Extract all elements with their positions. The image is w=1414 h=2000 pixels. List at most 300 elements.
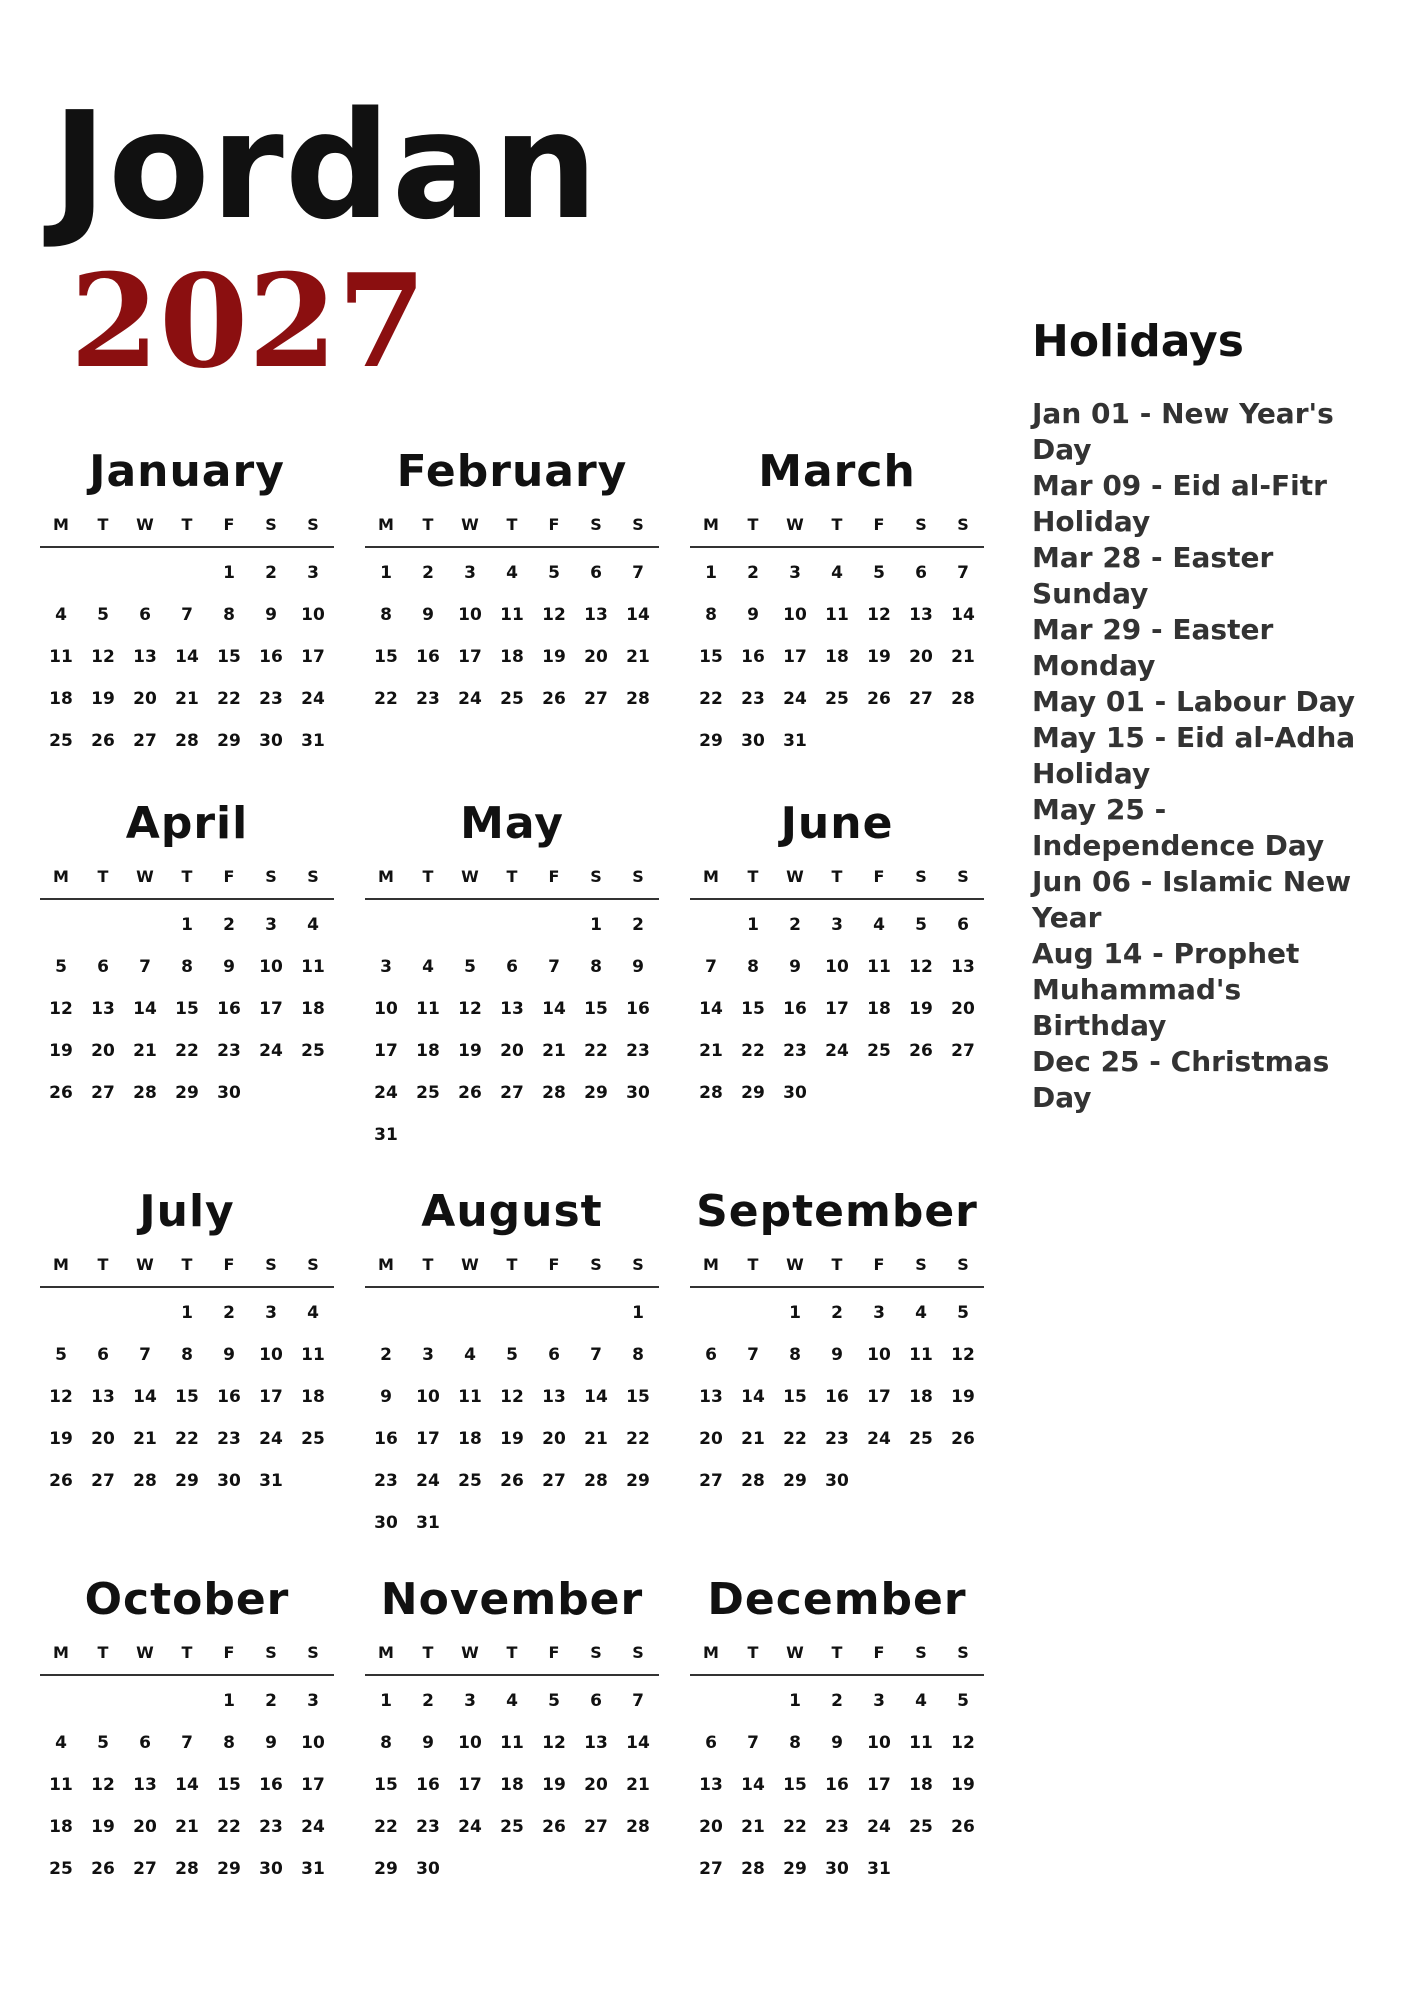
weekday-label: T	[97, 1255, 109, 1274]
day-cell: 10	[458, 605, 482, 625]
day-cell: 17	[825, 999, 849, 1019]
day-cell: 22	[175, 1041, 199, 1061]
weekday-label: F	[873, 867, 885, 886]
day-cell: 2	[223, 915, 235, 935]
empty-cell	[575, 1292, 617, 1334]
day-cell: 12	[49, 999, 73, 1019]
day-cell: 12	[458, 999, 482, 1019]
day-cell: 25	[867, 1041, 891, 1061]
day-cell: 19	[909, 999, 933, 1019]
day-cell: 13	[91, 999, 115, 1019]
day-cell: 11	[301, 957, 325, 977]
weekday-label: F	[873, 515, 885, 534]
day-cell: 30	[626, 1083, 650, 1103]
day-cell: 15	[374, 647, 398, 667]
day-cell: 11	[49, 1775, 73, 1795]
day-cell: 24	[825, 1041, 849, 1061]
day-cell: 2	[380, 1345, 392, 1365]
day-cell: 16	[416, 647, 440, 667]
weekday-label: T	[831, 515, 843, 534]
weekday-label: S	[632, 1643, 644, 1662]
day-cell: 4	[506, 563, 518, 583]
weekday-label: F	[223, 515, 235, 534]
weekday-header	[690, 856, 984, 900]
day-cell: 10	[301, 1733, 325, 1753]
day-cell: 29	[783, 1859, 807, 1879]
day-cell: 10	[867, 1345, 891, 1365]
empty-cell	[449, 904, 491, 946]
day-cell: 26	[951, 1817, 975, 1837]
day-cell: 21	[741, 1429, 765, 1449]
weekday-label: W	[786, 867, 804, 886]
empty-cell	[690, 1680, 732, 1722]
day-cell: 28	[133, 1083, 157, 1103]
day-cell: 23	[416, 689, 440, 709]
day-cell: 28	[584, 1471, 608, 1491]
weekday-label: S	[307, 515, 319, 534]
weekday-label: M	[378, 1643, 394, 1662]
day-cell: 29	[175, 1471, 199, 1491]
day-cell: 19	[867, 647, 891, 667]
day-cell: 10	[825, 957, 849, 977]
day-cell: 21	[951, 647, 975, 667]
day-cell: 24	[783, 689, 807, 709]
day-cell: 8	[705, 605, 717, 625]
day-cell: 14	[175, 647, 199, 667]
day-cell: 29	[626, 1471, 650, 1491]
weekday-label: T	[422, 1255, 434, 1274]
month-october	[40, 1568, 334, 1910]
weekday-label: M	[703, 1643, 719, 1662]
weekday-label: M	[53, 1255, 69, 1274]
day-cell: 27	[500, 1083, 524, 1103]
day-cell: 18	[49, 1817, 73, 1837]
day-cell: 19	[542, 647, 566, 667]
day-cell: 26	[542, 1817, 566, 1837]
day-cell: 14	[133, 1387, 157, 1407]
day-cell: 5	[97, 605, 109, 625]
day-cell: 21	[542, 1041, 566, 1061]
day-cell: 24	[301, 689, 325, 709]
holiday-item: May 25 - Independence Day	[1032, 793, 1325, 862]
day-cell: 1	[181, 1303, 193, 1323]
empty-cell	[449, 1292, 491, 1334]
day-cell: 13	[951, 957, 975, 977]
day-cell: 6	[915, 563, 927, 583]
day-cell: 7	[632, 1691, 644, 1711]
day-cell: 15	[584, 999, 608, 1019]
day-cell: 28	[133, 1471, 157, 1491]
weekday-label: S	[265, 515, 277, 534]
day-cell: 25	[49, 1859, 73, 1879]
day-cell: 6	[957, 915, 969, 935]
weekday-label: T	[422, 515, 434, 534]
day-cell: 26	[542, 689, 566, 709]
day-cell: 26	[867, 689, 891, 709]
weekday-header	[40, 1244, 334, 1288]
weekday-header	[365, 1632, 659, 1676]
day-cell: 31	[259, 1471, 283, 1491]
weekday-label: T	[831, 1643, 843, 1662]
day-cell: 2	[747, 563, 759, 583]
day-cell: 14	[133, 999, 157, 1019]
day-cell: 8	[223, 605, 235, 625]
day-cell: 12	[909, 957, 933, 977]
day-cell: 12	[951, 1345, 975, 1365]
day-cell: 5	[915, 915, 927, 935]
day-cell: 11	[867, 957, 891, 977]
weekday-label: W	[461, 515, 479, 534]
weekday-label: T	[181, 1255, 193, 1274]
day-cell: 3	[265, 1303, 277, 1323]
weekday-label: W	[786, 1643, 804, 1662]
day-cell: 5	[873, 563, 885, 583]
day-cell: 13	[699, 1775, 723, 1795]
day-cell: 10	[783, 605, 807, 625]
day-cell: 7	[747, 1733, 759, 1753]
day-grid	[690, 548, 984, 762]
day-cell: 25	[825, 689, 849, 709]
day-cell: 16	[783, 999, 807, 1019]
weekday-label: S	[632, 867, 644, 886]
empty-cell	[166, 552, 208, 594]
day-cell: 20	[699, 1429, 723, 1449]
empty-cell	[365, 904, 407, 946]
day-cell: 22	[783, 1429, 807, 1449]
day-cell: 25	[458, 1471, 482, 1491]
day-cell: 4	[464, 1345, 476, 1365]
day-cell: 19	[951, 1387, 975, 1407]
day-cell: 21	[175, 689, 199, 709]
day-cell: 30	[217, 1083, 241, 1103]
empty-cell	[365, 1292, 407, 1334]
day-cell: 24	[458, 1817, 482, 1837]
day-cell: 8	[789, 1733, 801, 1753]
day-cell: 19	[458, 1041, 482, 1061]
day-cell: 13	[542, 1387, 566, 1407]
day-cell: 6	[705, 1345, 717, 1365]
day-grid	[365, 1288, 659, 1544]
day-cell: 21	[133, 1429, 157, 1449]
day-cell: 8	[747, 957, 759, 977]
day-cell: 22	[783, 1817, 807, 1837]
day-cell: 13	[91, 1387, 115, 1407]
day-cell: 16	[825, 1387, 849, 1407]
day-cell: 17	[458, 1775, 482, 1795]
day-grid	[365, 1676, 659, 1890]
weekday-label: S	[915, 515, 927, 534]
empty-cell	[407, 1292, 449, 1334]
day-cell: 4	[307, 1303, 319, 1323]
empty-cell	[40, 904, 82, 946]
weekday-label: W	[136, 867, 154, 886]
day-cell: 24	[867, 1817, 891, 1837]
weekday-label: S	[265, 1643, 277, 1662]
weekday-label: S	[590, 1255, 602, 1274]
day-cell: 20	[91, 1041, 115, 1061]
day-cell: 28	[626, 1817, 650, 1837]
day-cell: 28	[542, 1083, 566, 1103]
day-cell: 18	[49, 689, 73, 709]
day-cell: 30	[416, 1859, 440, 1879]
day-cell: 24	[867, 1429, 891, 1449]
day-cell: 17	[301, 1775, 325, 1795]
day-cell: 18	[867, 999, 891, 1019]
day-cell: 2	[831, 1691, 843, 1711]
day-cell: 1	[590, 915, 602, 935]
day-cell: 4	[915, 1303, 927, 1323]
day-cell: 7	[548, 957, 560, 977]
day-cell: 8	[789, 1345, 801, 1365]
day-cell: 30	[825, 1859, 849, 1879]
weekday-label: S	[590, 515, 602, 534]
holiday-item: Mar 29 - Easter Monday	[1032, 613, 1274, 682]
day-cell: 31	[301, 1859, 325, 1879]
day-cell: 24	[259, 1429, 283, 1449]
day-cell: 12	[91, 647, 115, 667]
day-cell: 12	[500, 1387, 524, 1407]
day-cell: 23	[825, 1817, 849, 1837]
day-cell: 5	[464, 957, 476, 977]
day-cell: 17	[374, 1041, 398, 1061]
weekday-label: S	[915, 867, 927, 886]
day-cell: 26	[91, 731, 115, 751]
month-name: March	[758, 446, 916, 497]
weekday-label: M	[378, 867, 394, 886]
day-cell: 31	[416, 1513, 440, 1533]
country-title: Jordan	[52, 80, 599, 252]
weekday-label: T	[97, 515, 109, 534]
day-cell: 5	[548, 1691, 560, 1711]
day-cell: 18	[458, 1429, 482, 1449]
weekday-label: M	[53, 1643, 69, 1662]
day-cell: 15	[175, 1387, 199, 1407]
day-cell: 3	[831, 915, 843, 935]
day-cell: 11	[458, 1387, 482, 1407]
day-cell: 3	[464, 563, 476, 583]
day-cell: 24	[259, 1041, 283, 1061]
day-cell: 7	[590, 1345, 602, 1365]
month-name: December	[707, 1574, 967, 1625]
weekday-label: S	[590, 867, 602, 886]
day-cell: 13	[500, 999, 524, 1019]
month-name: July	[139, 1186, 235, 1237]
day-cell: 21	[584, 1429, 608, 1449]
day-cell: 23	[259, 689, 283, 709]
day-cell: 15	[626, 1387, 650, 1407]
day-cell: 3	[789, 563, 801, 583]
weekday-label: F	[223, 867, 235, 886]
day-cell: 1	[789, 1691, 801, 1711]
day-cell: 6	[590, 1691, 602, 1711]
day-cell: 4	[831, 563, 843, 583]
weekday-label: F	[223, 1643, 235, 1662]
day-cell: 3	[307, 563, 319, 583]
day-cell: 20	[500, 1041, 524, 1061]
empty-cell	[690, 904, 732, 946]
day-cell: 27	[91, 1471, 115, 1491]
day-cell: 25	[500, 1817, 524, 1837]
day-cell: 5	[55, 957, 67, 977]
weekday-label: S	[590, 1643, 602, 1662]
day-cell: 8	[181, 1345, 193, 1365]
weekday-label: W	[136, 1643, 154, 1662]
day-cell: 16	[217, 999, 241, 1019]
day-cell: 22	[699, 689, 723, 709]
day-cell: 4	[915, 1691, 927, 1711]
weekday-header	[690, 504, 984, 548]
month-name: June	[780, 798, 894, 849]
empty-cell	[732, 1292, 774, 1334]
day-cell: 5	[548, 563, 560, 583]
day-cell: 15	[217, 647, 241, 667]
day-cell: 20	[584, 647, 608, 667]
holiday-item: May 15 - Eid al-Adha Holiday	[1032, 721, 1356, 790]
day-cell: 4	[422, 957, 434, 977]
month-name: October	[84, 1574, 290, 1625]
day-cell: 9	[380, 1387, 392, 1407]
weekday-label: F	[548, 1643, 560, 1662]
day-cell: 17	[416, 1429, 440, 1449]
weekday-label: S	[957, 1643, 969, 1662]
day-cell: 27	[133, 731, 157, 751]
day-cell: 4	[506, 1691, 518, 1711]
day-cell: 7	[705, 957, 717, 977]
day-cell: 9	[422, 1733, 434, 1753]
empty-cell	[82, 552, 124, 594]
day-cell: 19	[91, 689, 115, 709]
weekday-label: T	[506, 515, 518, 534]
weekday-label: S	[915, 1255, 927, 1274]
day-cell: 19	[49, 1041, 73, 1061]
day-cell: 27	[584, 689, 608, 709]
day-cell: 26	[49, 1471, 73, 1491]
weekday-header	[690, 1632, 984, 1676]
day-cell: 2	[265, 1691, 277, 1711]
weekday-label: T	[506, 1643, 518, 1662]
day-cell: 8	[380, 1733, 392, 1753]
day-cell: 1	[223, 1691, 235, 1711]
day-cell: 27	[133, 1859, 157, 1879]
day-cell: 25	[500, 689, 524, 709]
day-cell: 26	[909, 1041, 933, 1061]
day-cell: 27	[542, 1471, 566, 1491]
weekday-label: S	[632, 515, 644, 534]
day-cell: 28	[626, 689, 650, 709]
day-cell: 28	[741, 1859, 765, 1879]
day-grid	[690, 1676, 984, 1890]
day-cell: 16	[259, 1775, 283, 1795]
day-cell: 25	[49, 731, 73, 751]
empty-cell	[40, 552, 82, 594]
weekday-label: M	[53, 867, 69, 886]
day-cell: 4	[55, 605, 67, 625]
day-cell: 18	[416, 1041, 440, 1061]
day-cell: 9	[223, 1345, 235, 1365]
day-cell: 5	[506, 1345, 518, 1365]
weekday-label: F	[548, 515, 560, 534]
day-cell: 3	[873, 1691, 885, 1711]
day-cell: 28	[741, 1471, 765, 1491]
weekday-label: M	[703, 515, 719, 534]
day-cell: 30	[217, 1471, 241, 1491]
day-cell: 7	[139, 957, 151, 977]
empty-cell	[40, 1292, 82, 1334]
day-cell: 29	[783, 1471, 807, 1491]
empty-cell	[533, 1292, 575, 1334]
day-cell: 1	[380, 563, 392, 583]
day-cell: 15	[217, 1775, 241, 1795]
day-cell: 18	[500, 1775, 524, 1795]
day-cell: 29	[374, 1859, 398, 1879]
day-cell: 26	[951, 1429, 975, 1449]
day-cell: 22	[626, 1429, 650, 1449]
day-cell: 11	[825, 605, 849, 625]
holidays-title: Holidays	[1032, 316, 1244, 367]
day-cell: 17	[867, 1775, 891, 1795]
day-cell: 17	[259, 1387, 283, 1407]
weekday-label: S	[915, 1643, 927, 1662]
day-cell: 23	[416, 1817, 440, 1837]
day-cell: 10	[416, 1387, 440, 1407]
day-cell: 31	[783, 731, 807, 751]
weekday-label: T	[831, 867, 843, 886]
weekday-label: T	[97, 1643, 109, 1662]
day-cell: 29	[741, 1083, 765, 1103]
day-cell: 2	[632, 915, 644, 935]
day-cell: 20	[91, 1429, 115, 1449]
day-cell: 8	[380, 605, 392, 625]
day-cell: 26	[500, 1471, 524, 1491]
day-grid	[40, 1676, 334, 1890]
day-cell: 3	[380, 957, 392, 977]
day-cell: 23	[217, 1429, 241, 1449]
day-cell: 7	[181, 605, 193, 625]
day-cell: 16	[217, 1387, 241, 1407]
weekday-header	[40, 504, 334, 548]
day-cell: 19	[91, 1817, 115, 1837]
weekday-label: S	[957, 867, 969, 886]
day-cell: 22	[175, 1429, 199, 1449]
day-cell: 9	[223, 957, 235, 977]
day-cell: 14	[951, 605, 975, 625]
day-cell: 15	[374, 1775, 398, 1795]
day-grid	[40, 1288, 334, 1502]
year-title: 2027	[70, 247, 427, 397]
day-cell: 26	[458, 1083, 482, 1103]
weekday-label: T	[506, 867, 518, 886]
weekday-label: S	[307, 1255, 319, 1274]
day-cell: 13	[584, 1733, 608, 1753]
month-september	[690, 1180, 984, 1568]
weekday-label: F	[873, 1643, 885, 1662]
day-cell: 10	[867, 1733, 891, 1753]
day-cell: 9	[831, 1733, 843, 1753]
day-cell: 14	[699, 999, 723, 1019]
day-cell: 16	[416, 1775, 440, 1795]
day-cell: 30	[783, 1083, 807, 1103]
month-december	[690, 1568, 984, 1910]
month-may	[365, 792, 659, 1180]
day-cell: 6	[548, 1345, 560, 1365]
month-november	[365, 1568, 659, 1910]
day-cell: 28	[175, 1859, 199, 1879]
day-cell: 30	[374, 1513, 398, 1533]
day-cell: 18	[909, 1387, 933, 1407]
weekday-header	[40, 1632, 334, 1676]
weekday-label: S	[307, 1643, 319, 1662]
day-cell: 15	[783, 1387, 807, 1407]
